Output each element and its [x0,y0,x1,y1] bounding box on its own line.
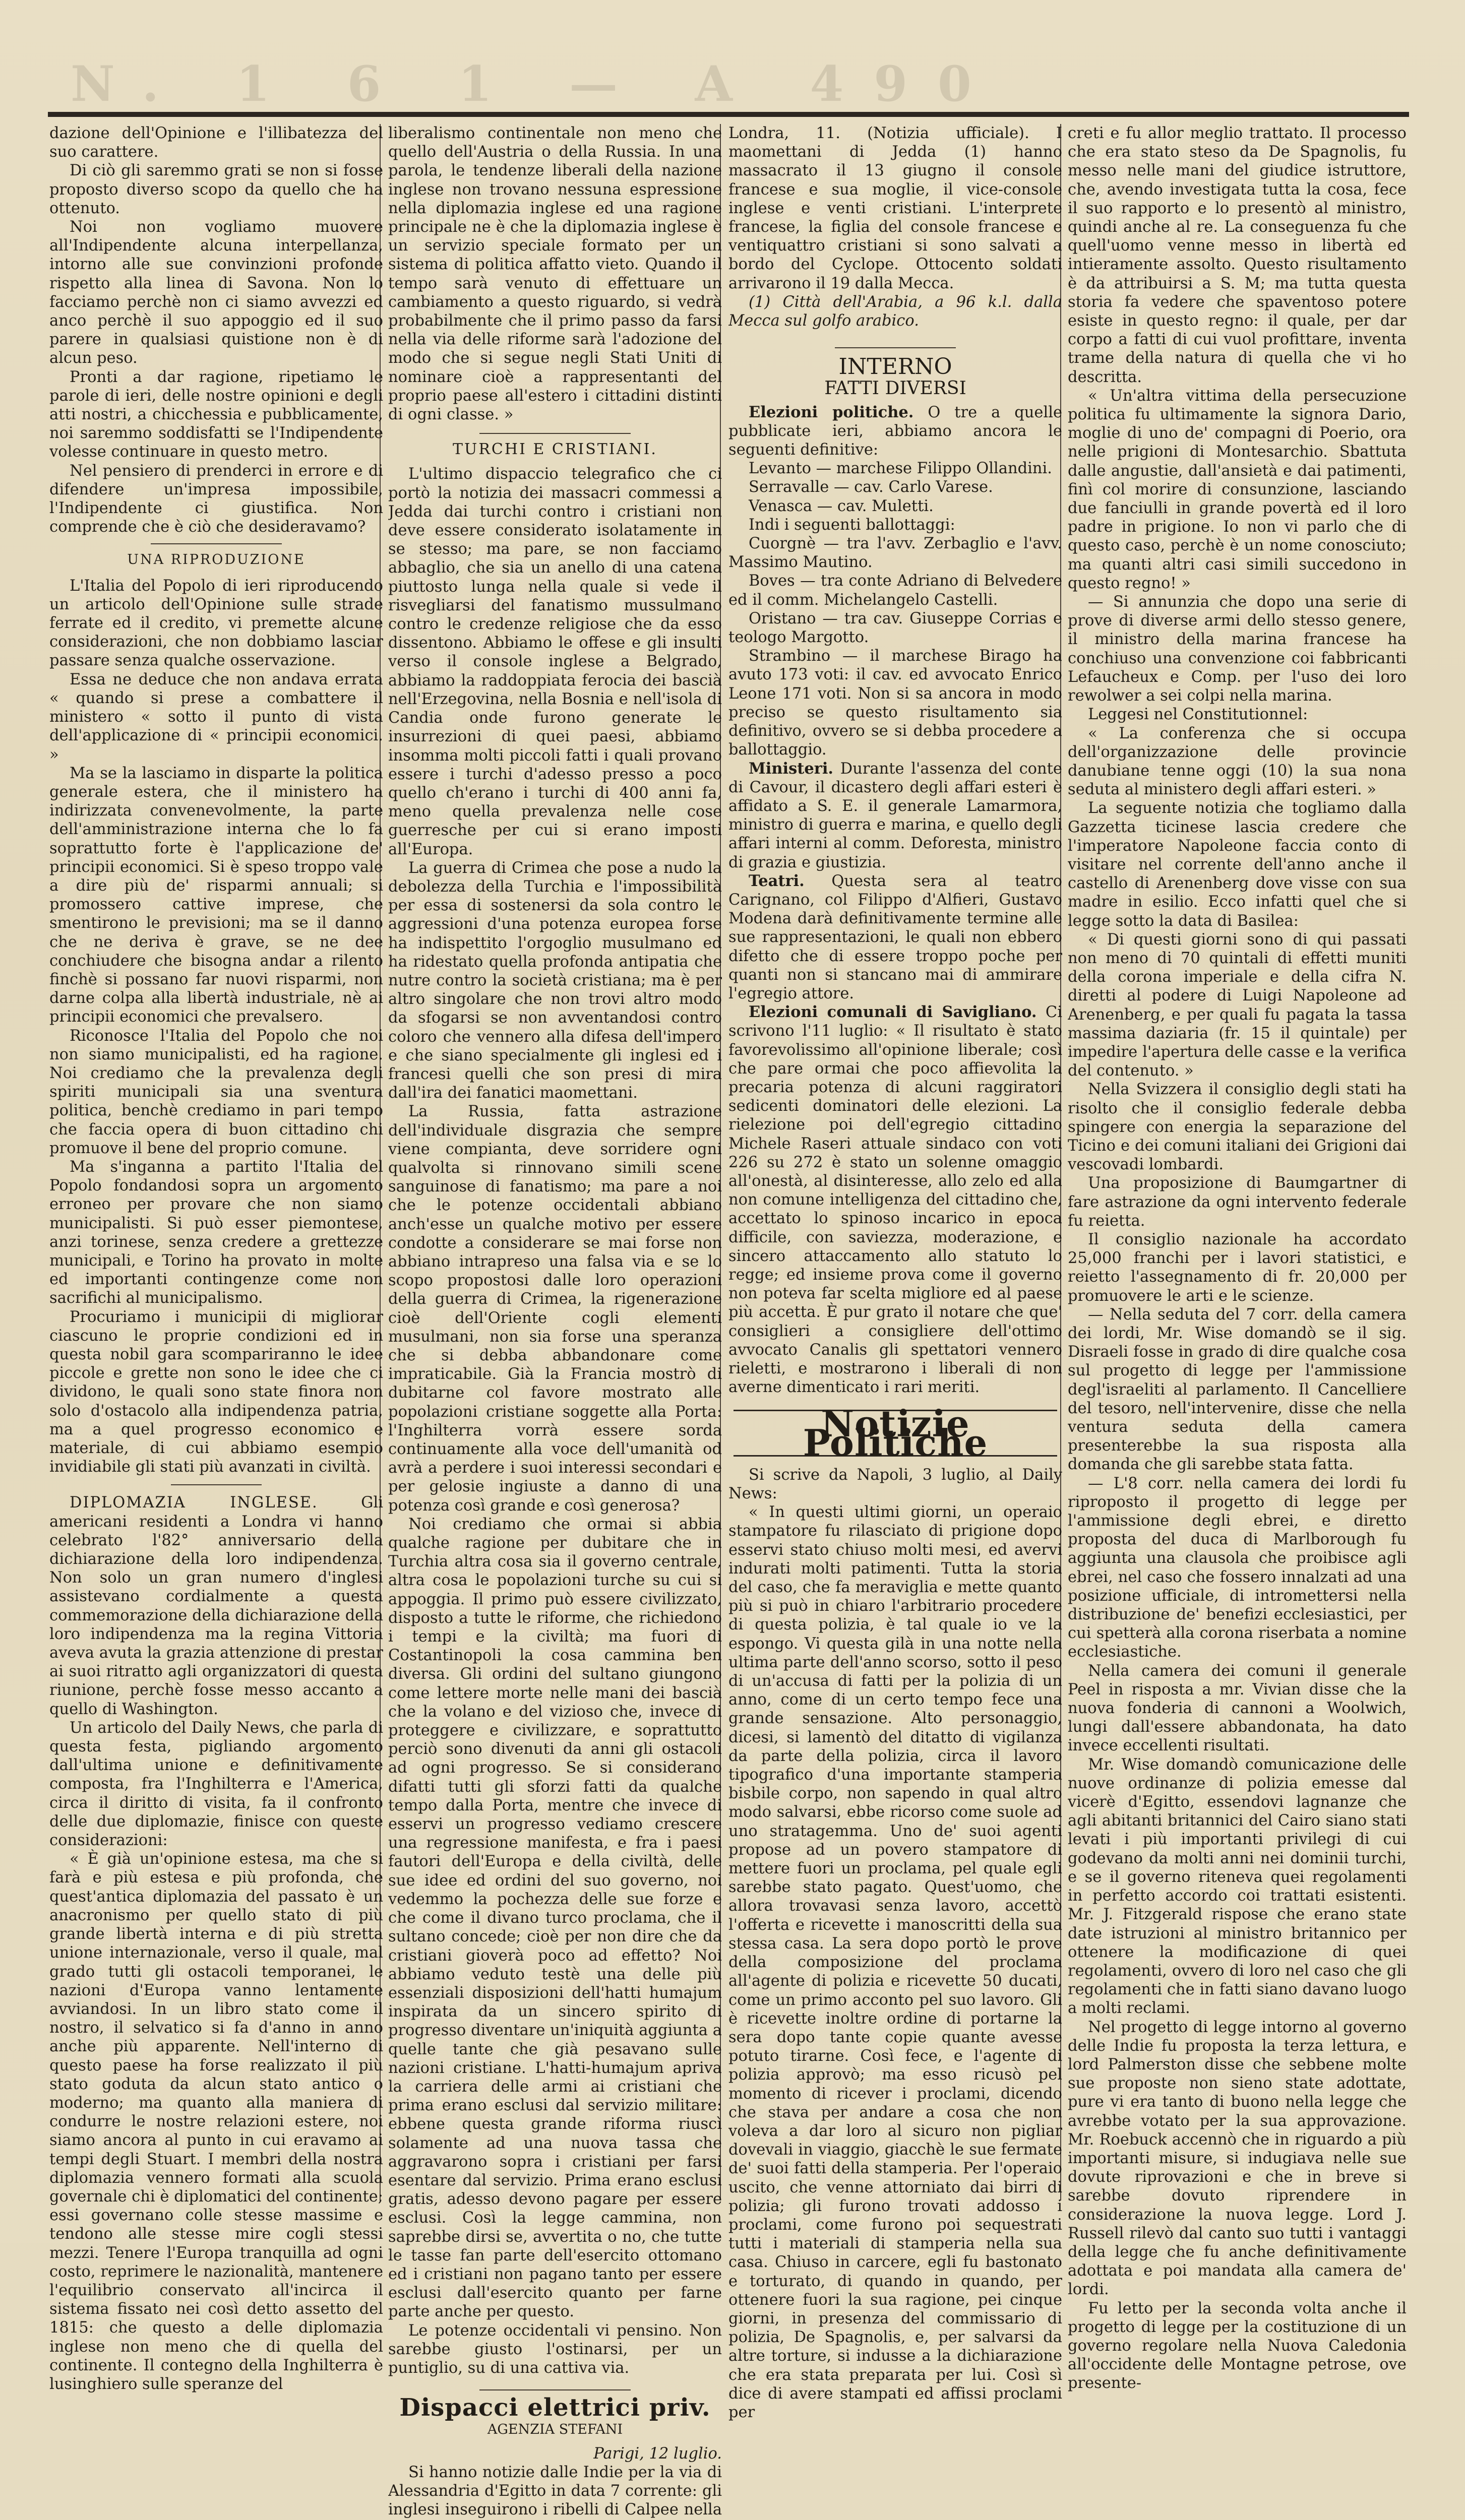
paragraph: Serravalle — cav. Carlo Varese. [749,478,993,496]
lead-ministeri: Ministeri. [749,759,834,778]
paragraph: Londra, 11. (Notizia ufficiale). I maomettani di Jedda (1) hanno massacrato il 13 giugno il console francese e sua moglie, il vice-console inglese e venti cristiani. L'interprete francese, la figlia del console francese e ventiquattro cristiani si sono salvati a bordo del Cyclope. Ottocento soldati arrivarono il 19 dalla Mecca. [728,124,1062,292]
paragraph: Strambino — il marchese Birago ha avuto 173 voti: il cav. ed avvocato Enrico Leone 171 voti. Non si sa ancora in modo preciso se questo risultamento sia definitivo, ovvero se si debba procedere a ballottaggio. [728,647,1062,759]
headline-riproduzione: UNA RIPRODUZIONE [49,543,383,569]
paragraph: Essa ne deduce che non andava errata « quando si prese a combattere il ministero « sotto il punto di vista dell'applicazione di « principii economici. » [49,670,383,764]
paragraph-text: Gli americani residenti a Londra vi hanno celebrato l'82° anniversario della dichiarazione della loro indipendenza. Non solo un gran numero d'inglesi assistevano cordialmente a questa commemorazione della dichiarazione della loro indipendenza ma la regina Vittoria aveva avuta la grazia attenzione di prestar ai suoi ritratto agli organizzatori di questa riunione, perchè fosse messo accanto a quello di Washington. [49,1494,383,1718]
paragraph: « La conferenza che si occupa dell'organizzazione delle provincie danubiane tenne oggi (10) la sua nona seduta al ministero degli affari esteri. » [1068,724,1407,799]
paragraph: Indi i seguenti ballottaggi: [749,516,955,534]
paragraph: Procuriamo i municipii di migliorar ciascuno le proprie condizioni ed in questa nobil gara scompariranno le idee piccole e grette non sono le idee che ci dividono, le quali sono state finora non solo d'ostacolo alla indipendenza patria, ma a quel progresso economico e materiale, di cui abbiamo esempio invidiabile gli stati più avanzati in civiltà. [49,1308,383,1476]
paragraph: La guerra di Crimea che pose a nudo la debolezza della Turchia e l'impossibilità per essa di sostenersi da sola contro le aggressioni d'una potenza europea forse ha indispettito l'orgoglio musulmano ed ha ridestato quella profonda antipatia che nutre contro la società cristiana; ma è per altro singolare che non trovi altro modo da sfogarsi se non avventandosi contro coloro che vennero alla difesa dell'impero e che siano specialmente gli inglesi ed i francesi quelli che son presi di mira dall'ira dei fanatici maomettani. [388,859,722,1102]
paragraph: Boves — tra conte Adriano di Belvedere ed il comm. Michelangelo Castelli. [728,572,1062,609]
paragraph: Riconosce l'Italia del Popolo che noi non siamo municipalisti, ed ha ragione. Noi crediamo che la prevalenza degli spiriti municipali sia una sventura politica, benchè crediamo in pari tempo che faccia opera di buon cittadino chi promuove il bene del proprio comune. [49,1027,383,1157]
paragraph: Di ciò gli saremmo grati se non si fosse proposto diverso scopo da quello che ha ottenuto. [49,162,383,217]
paragraph-text: Ci scrivono l'11 luglio: « Il risultato è stato favorevolissimo all'opinione liberale; così che pare ormai che poco affievolita la precaria potenza di alcuni raggiratori sedicenti dominatori delle elezioni. La rielezione poi dell'egregio cittadino Michele Raseri attuale sindaco con voti 226 su 272 è stato un solenne omaggio all'onestà, al disinteresse, allo zelo ed alla non comune intelligenza del cittadino che, accettato lo spinoso incarico in epoca difficile, con saviezza, moderazione, e sincero attaccamento allo statuto lo regge; ed insieme prova come il governo non poteva far scelta migliore ed al paese più accetta. È pur grato il notare che que' consiglieri a consigliere dell'ottimo avvocato Canalis gli spettatori vennero rieletti, e mostrarono i liberali di non averne dimenticato i rari meriti. [728,1003,1062,1397]
column-4 [1068,124,1407,2393]
paragraph: Noi crediamo che ormai si abbia qualche ragione per dubitare che in Turchia altra cosa sia il governo centrale, altra cosa le popolazioni turche su cui si appoggia. Il primo può essere civilizzato, disposto a tutte le riforme, che richiedono i tempi e la civiltà; ma fuori di Costantinopoli la cosa cammina ben diversa. Gli ordini del sultano giungono come lettere morte nelle mani dei bascià che la volano e del vizioso che, invece di proteggere e civilizzare, e soprattutto perciò sono divenuti da anni gli ostacoli ad ogni progresso. Se si considerano difatti tutti gli sforzi fatti da qualche tempo dalla Porta, mentre che invece di esservi un progresso vediamo crescere una regressione manifesta, e fra i paesi fautori dell'Europa e della civiltà, delle sue idee ed ordini del suo governo, noi vedemmo la pochezza delle sue forze e che come il divano turco proclama, che il sultano concede; cioè per non dire che da cristiani gioverà poco ad effetto? Noi abbiamo veduto testè una delle più essenziali disposizioni dell'hatti humajum inspirata da un sincero spirito di progresso diventare un'iniquità aggiunta a quelle tante che già pesavano sulle nazioni cristiane. L'hatti-humajum apriva la carriera delle armi ai cristiani che prima erano esclusi dal servizio militare: ebbene questa grande riforma riuscì solamente ad una nuova tassa che aggravarono sopra i cristiani per farsi esentare dal servizio. Prima erano esclusi gratis, adesso devono pagare per essere esclusi. Così la legge cammina, non saprebbe dirsi se, avvertita o no, che tutte le tasse fan parte dell'esercito ottomano ed i cristiani non pagano tanto per essere esclusi dall'esercito quanto per farne parte anche per questo. [388,1515,722,2321]
column-3 [728,124,1062,2422]
paragraph: Le potenze occidentali vi pensino. Non sarebbe giusto l'ostinarsi, per un puntiglio, su di una cattiva via. [388,2321,722,2377]
paragraph: — L'8 corr. nella camera dei lordi fu riproposto il progetto di legge per l'ammissione degli ebrei, e diretto proposta del duca di Marlborough fu aggiunta una clausola che proibisce agli ebrei, nel caso che fossero innalzati ad una posizione ufficiale, di intromettersi nella distribuzione de' benefizi ecclesiastici, per cui spetterà alla corona riserbata a nomine ecclesiastiche. [1068,1474,1407,1661]
paragraph: creti e fu allor meglio trattato. Il processo che era stato steso da De Spagnolis, fu messo nelle mani del giudice istruttore, che, avendo investigata tutta la cosa, fece il suo rapporto e lo presentò al ministro, quindi anche al re. La conseguenza fu che quell'uomo venne messo in libertà ed intieramente assolto. Questo risultamento è da attribuirsi a S. M; ma tutta questa storia fa vedere che spaventoso potere esiste in questo regno: il quale, per dar corpo a fatti di cui vuol profittare, inventa trame della natura di quella che vi ho descritta. [1068,124,1407,386]
paragraph: liberalismo continentale non meno che quello dell'Austria o della Russia. In una parola, le tendenze liberali della nazione inglese non trovano nessuna espressione nella diplomazia inglese ed una ragione principale ne è che la diplomazia inglese è un servizio speciale formato per un sistema di politica affatto vieto. Quando il tempo sarà venuto di effettuare un cambiamento a questo riguardo, si vedrà probabilmente che il primo passo da farsi nella via delle riforme sarà l'adozione del modo che si segue negli Stati Uniti di nominare cioè a rappresentanti del proprio paese all'estero i cittadini distinti di ogni classe. » [388,124,722,424]
lead-teatri: Teatri. [749,871,805,890]
column-2 [388,124,722,2520]
paragraph: — Nella seduta del 7 corr. della camera dei lordi, Mr. Wise domandò se il sig. Disraeli fosse in grado di dire qualche cosa sul progetto di legge per l'ammissione degl'israeliti al parlamento. Il Cancelliere del tesoro, nell'intervenire, disse che nella ventura seduta della camera presenterebbe la sua risposta alla domanda che gli sarebbe stata fatta. [1068,1305,1407,1474]
paragraph: dazione dell'Opinione e l'illibatezza del suo carattere. [49,124,383,161]
paragraph: « È già un'opinione estesa, ma che si farà e più estesa e più profonda, che quest'antica diplomazia del passato è un anacronismo per quello stato di più grande libertà interna e di più stretta unione internazionale, verso il quale, mal grado tutti gli ostacoli temporanei, le nazioni d'Europa vanno lentamente avviandosi. In un libro stato come il nostro, il selvatico si fa d'anno in anno anche più apparente. Nell'interno di questo paese ha forse realizzato il più stato goduta da alcun stato antico o moderno; ma quanto alla maniera di condurre le nostre relazioni estere, noi siamo ancora al punto in cui eravamo ai tempi degli Stuart. I membri della nostra diplomazia vennero formati alla scuola governale chi è diplomatici del continente; essi governano colle stesse massime e tendono alle stesse mire cogli stessi mezzi. Tenere l'Europa tranquilla ad ogni costo, reprimere le nazionalità, mantenere l'equilibrio conservato all'incirca il sistema fissato nei così detto assetto del 1815: che questo a delle diplomazia inglese non meno che di quella del continente. Il contegno della Inghilterra è lusinghiero sulle speranze del [49,1850,383,2393]
headline-diplomazia: DIPLOMAZIA INGLESE. [70,1494,318,1512]
lead-savigliano: Elezioni comunali di Savigliano. [749,1003,1037,1022]
paragraph: Mr. Wise domandò comunicazione delle nuove ordinanze di polizia emesse dal vicerè d'Egitto, essendovi lagnanze che agli abitanti britannici del Cairo siano stati levati i più importanti privilegi di cui godevano da molti anni nei dominii turchi, e se il governo riteneva quei regolamenti in perfetto accordo coi trattati esistenti. Mr. J. Fitzgerald rispose che erano state date istruzioni al ministro britannico per ottenere la modificazione di quei regolamenti, ovvero di loro nel caso che gli regolamenti che in fatti siano davano luogo a molti reclami. [1068,1755,1407,2018]
bleed-through-header: N. 1 6 1 — A 490 [71,55,1002,111]
paragraph: Cuorgnè — tra l'avv. Zerbaglio e l'avv. Massimo Mautino. [728,535,1062,572]
paragraph-text: O tre a quelle pubblicate ieri, abbiamo ancora le seguenti definitive: [728,403,1062,459]
paragraph: « Di questi giorni sono di qui passati non meno di 70 quintali di effetti muniti della corona imperiale e della cifra N. diretti al podere di Luigi Napoleone ad Arenenberg, e per quali fu pagata la tassa massima daziaria (fr. 15 il quintale) per impedire l'apertura delle casse e la verifica del contenuto. » [1068,930,1407,1080]
column-1 [49,124,383,2393]
paragraph-text: Questa sera al teatro Carignano, col Filippo d'Alfieri, Gustavo Modena darà definitivamente termine alle sue rappresentazioni, le quali non ebbero difetto che di essere troppo poche per quanti non si stancano mai di ammirare l'egregio attore. [728,872,1062,1002]
headline-dispacci: Dispacci elettrici priv. [388,2389,722,2417]
headline-interno: INTERNO [728,347,1062,376]
subheadline-agenzia: AGENZIA STEFANI [487,2422,623,2438]
paragraph: « Un'altra vittima della persecuzione politica fu ultimamente la signora Dario, moglie di uno de' compagni di Poerio, ora nelle prigioni di Montesarchio. Sbattuta dalle angustie, dall'ansietà e dai patimenti, finì col morire di consunzione, lasciando due fanciulli in grande povertà ed il loro padre in prigione. Io non vi parlo che di questo caso, perchè è un nome conosciuto; ma quanti altri casi simili succedono in questo regno! » [1068,387,1407,592]
paragraph: « In questi ultimi giorni, un operaio stampatore fu rilasciato di prigione dopo esservi stato chiuso molti mesi, ed avervi indurati molti patimenti. Tutta la storia del caso, che fa meraviglia e mette quanto più si può in chiaro l'arbitrario procedere di questa polizia, è tal quale io ve la espongo. Vi questa gilà in una notte nella ultima parte dell'anno scorso, sotto il peso di un'accusa di fatti per la polizia di un anno, come di un certo tempo fece una grande sensazione. Alto personaggio, dicesi, si lamentò del ditatto di vigilanza da parte della polizia, circa il lavoro tipografico d'una importante stamperia bisbile corpo, non sapendo in qual altro modo salvarsi, ebbe ricorso come suole ad uno stratagemma. Uno de' suoi agenti propose ad un povero stampatore di mettere fuori un proclama, pel quale egli sarebbe stato pagato. Quest'uomo, che allora trovavasi senza lavoro, accettò l'offerta e ricevette i manoscritti della sua stessa casa. La sera dopo portò le prove della composizione del proclama all'agente di polizia e ricevette 50 ducati, come un primo acconto pel suo lavoro. Gli è ricevette inoltre ordine di portarne la sera dopo tante copie quante avesse potuto tirarne. Così fece, e l'agente di polizia approvò; ma esso ricusò pel momento di ricever i proclami, dicendo che stava per andare a cosa che non voleva a dar loro al sicuro non pigliar dovevali in viaggio, giacchè le sue fermate de' suoi fatti della stamperia. Per l'operaio uscito, che venne attorniato dai birri di polizia; gli furono trovati addosso i proclami, come furono poi sequestrati tutti i materiali di stamperia nella sua casa. Chiuso in carcere, egli fu bastonato e torturato, di quando in quando, per ottenere fuori la sua ragione, pei cinque giorni, in presenza del commissario di polizia, De Spagnolis, e, per salvarsi da altre torture, si indusse a la dichiarazione che era stata preparata per lui. Così sì dice di avere stampati ed affissi proclami per [728,1503,1062,2421]
paragraph-text: Durante l'assenza del conte di Cavour, il dicastero degli affari esteri è affidato a S. E. il generale Lamarmora, ministro di guerra e marina, e quello degli affari interni al comm. Deforesta, ministro di grazia e giustizia. [728,760,1062,871]
paragraph: Un articolo del Daily News, che parla di questa festa, pigliando argomento dall'ultima unione e definitivamente composta, fra l'Inghilterra e l'America, circa il diritto di visita, fa il confronto delle due diplomazie, finisce con queste considerazioni: [49,1719,383,1850]
paragraph: Ma se la lasciamo in disparte la politica generale estera, che il ministero ha indirizzata convenevolmente, la parte dell'amministrazione interna che lo fa soprattutto forte è l'applicazione de' principii economici. Si è speso troppo vale a dire più de' risparmi annuali; si promossero cattive imprese, che smentirono le previsioni; ma se il danno che ne deriva è grave, se ne dee conchiudere che bisogna andar a rilento finchè si possano far nuovi risparmi, non darne colpa alla libertà industriale, nè ai principii economici che prevalsero. [49,764,383,1026]
paragraph: Nella Svizzera il consiglio degli stati ha risolto che il consiglio federale debba spingere con energia la separazione del Ticino e dei comuni italiani dei Grigioni dai vescovadi lombardi. [1068,1081,1407,1174]
separator [171,1484,262,1485]
paragraph: Il consiglio nazionale ha accordato 25,000 franchi per i lavori statistici, e reietto l'assegnamento di fr. 20,000 per promuovere le arti e le scienze. [1068,1230,1407,1305]
dateline: Parigi, 12 luglio. [593,2444,722,2463]
paragraph: Levanto — marchese Filippo Ollandini. [749,460,1052,478]
paragraph [728,403,1062,460]
paragraph: Ma s'inganna a partito l'Italia del Popolo fondandosi sopra un argomento erroneo per provare che non siamo municipalisti. Si può esser piemontese, anzi torinese, senza credere a grettezze municipali, e Torino ha provato in molte ed importanti contingenze come non sacrifichi al municipalismo. [49,1158,383,1307]
headline-fatti-diversi: FATTI DIVERSI [824,378,966,399]
paragraph: Venasca — cav. Muletti. [749,497,934,515]
paragraph: L'Italia del Popolo di ieri riproducendo un articolo dell'Opinione sulle strade ferrate ed il credito, vi premette alcune considerazioni, che non dobbiamo lasciar passare senza qualche osservazione. [49,577,383,670]
paragraph [728,872,1062,1003]
lead-elezioni: Elezioni politiche. [749,403,914,421]
paragraph: Si hanno notizie dalle Indie per la via di Alessandria d'Egitto in data 7 corrente: gli inglesi inseguirono i ribelli di Calpee nella [388,2463,722,2519]
paragraph: — Si annunzia che dopo una serie di prove di diverse armi dello stesso genere, il ministro della marina francese ha conchiuso una convenzione coi fabbricanti Lefaucheux e Comp. per l'uso dei loro rewolwer a sei colpi nella marina. [1068,593,1407,705]
paragraph: La seguente notizia che togliamo dalla Gazzetta ticinese lascia credere che l'imperatore Napoleone faccia conto di visitare nel corrente dell'anno anche il castello di Arenenberg dove visse con sua madre in esilio. Ecco infatti quel che si legge sotto la data di Basilea: [1068,799,1407,930]
paragraph [728,1003,1062,1397]
headline-turchi: TURCHI E CRISTIANI. [388,433,722,459]
paragraph: Pronti a dar ragione, ripetiamo le parole di ieri, delle nostre opinioni e degli atti nostri, a chicchessia e pubblicamente, noi saremmo soddisfatti se l'Indipendente volesse continuare in questo metro. [49,368,383,461]
paragraph: Leggesi nel Constitutionnel: [1088,706,1308,724]
footnote: (1) Città dell'Arabia, a 96 k.l. dalla Mecca sul golfo arabico. [728,293,1062,330]
paragraph [49,1493,383,1718]
paragraph: Noi non vogliamo muovere all'Indipendente alcuna interpellanza, intorno alle sue convinzioni profonde rispetto alla linea di Savona. Non lo facciamo perchè non ci siamo avvezzi ed anco perchè il suo appoggio ed il suo parere in qualsiasi quistione non è di alcun peso. [49,218,383,367]
paragraph: Una proposizione di Baumgartner di fare astrazione da ogni intervento federale fu reietta. [1068,1174,1407,1230]
paragraph: Si scrive da Napoli, 3 luglio, al Daily News: [728,1466,1062,1503]
top-rule [48,112,1409,117]
paragraph: Fu letto per la seconda volta anche il progetto di legge per la costituzione di un governo regolare nella Nuova Caledonia all'occidente delle Montagne petrose, ove presente- [1068,2299,1407,2392]
paragraph [728,760,1062,872]
paragraph: Nel progetto di legge intorno al governo delle Indie fu proposta la terza lettura, e lord Palmerston disse che sebbene molte sue proposte non sieno state adottate, pure vi era tanto di buono nella legge che avrebbe votato per la sua approvazione. Mr. Roebuck accennò che in riguardo a più importanti misure, si indugiava nelle sue dovute riprovazioni e che in breve si sarebbe dovuto riprendere in considerazione la nuova legge. Lord J. Russell rilevò dal canto suo tutti i vantaggi della legge che fu anche definitivamente adottata e poi mandata alla camera de' lordi. [1068,2018,1407,2299]
paragraph: Nel pensiero di prenderci in errore e di difendere un'impresa impossibile, l'Indipendente ci giustifica. Non comprende che è ciò che desideravamo? [49,462,383,536]
paragraph: La Russia, fatta astrazione dell'individuale disgrazia che sempre viene compianta, deve sorridere ogni qualvolta si rinnovano simili scene sanguinose di fanatismo; ma pare a noi che le potenze occidentali abbiano anch'esse un qualche motivo per essere condotte a considerare se mai forse non abbiano intrapreso una falsa via e se lo scopo propostosi dalle loro operazioni della guerra di Crimea, la rigenerazione cioè dell'Oriente cogli elementi musulmani, non sia forse una speranza che si debba abbandonare come impraticabile. Già la Francia mostrò di dubitarne col favore mostrato alle popolazioni cristiane soggette alla Porta: l'Inghilterra vorrà essere sorda continuamente alla voce dell'umanità od avrà a perdere i suoi interessi secondari e per gelosie ingiuste a danno di una potenza così grande e così generosa? [388,1103,722,1515]
paragraph: L'ultimo dispaccio telegrafico che ci portò la notizia dei massacri commessi a Jedda dai turchi contro i cristiani non deve essere considerato isolatamente in se stesso; ma pare, se non facciamo abbaglio, che sia un anello di una catena piuttosto lunga nella quale si vede il risvegliarsi del fanatismo mussulmano contro le credenze religiose che da esso dissentono. Abbiamo le offese e gli insulti verso il console inglese a Belgrado, abbiamo la raddoppiata ferocia dei bascià nell'Erzegovina, nella Bosnia e nell'isola di Candia onde furono generate le insurrezioni di quei paesi, abbiamo insomma molti piccoli fatti i quali provano essere i turchi d'adesso presso a poco quello ch'erano i turchi di 400 anni fa, meno quella prevalenza nelle cose guerresche per cui si erano imposti all'Europa. [388,465,722,858]
paragraph: Oristano — tra cav. Giuseppe Corrias e teologo Margotto. [728,609,1062,647]
headline-notizie-politiche: Notizie Politiche [734,1410,1057,1456]
paragraph: Nella camera dei comuni il generale Peel in risposta a mr. Vivian disse che la nuova fonderia di cannoni a Woolwich, lungi dall'essere abbandonata, ha dato invece eccellenti risultati. [1068,1662,1407,1755]
